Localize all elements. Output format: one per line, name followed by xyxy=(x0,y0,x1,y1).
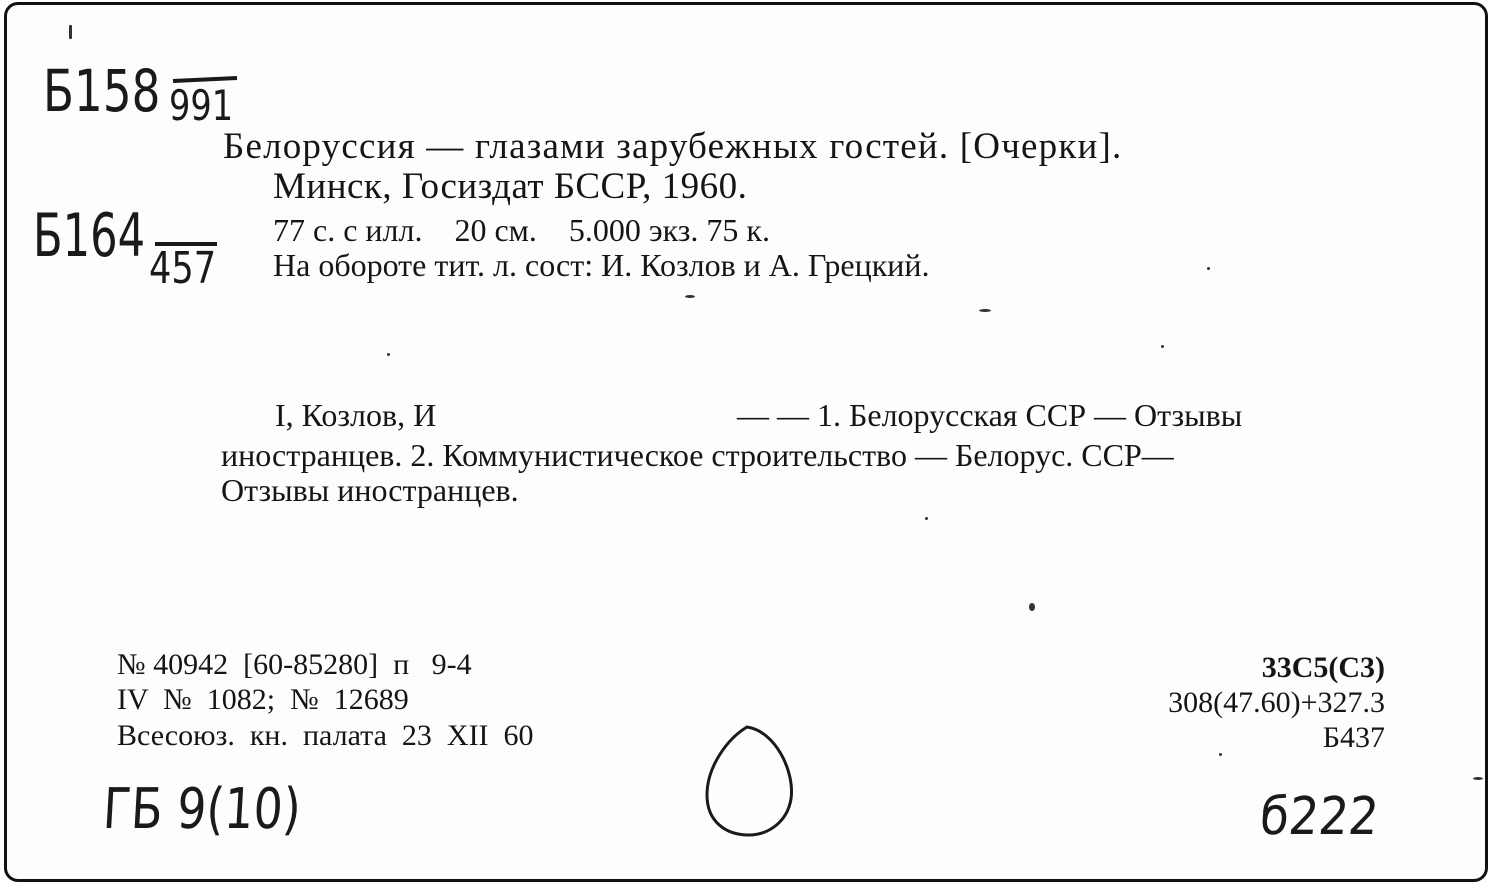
speck xyxy=(979,309,991,312)
classification-line-1: 33С5(С3) xyxy=(1261,651,1385,684)
handwritten-shelfmark-1: Б158 xyxy=(43,57,161,125)
speck xyxy=(925,517,928,520)
entry-imprint: Минск, Госиздат БССР, 1960. xyxy=(273,166,748,207)
entry-note: На обороте тит. л. сост: И. Козлов и А. Грецкий. xyxy=(273,247,930,283)
stamp-circle xyxy=(697,721,807,841)
footer-left-line-1: № 40942 [60-85280] п 9-4 xyxy=(117,648,472,681)
handwritten-shelfmark-1-fraction: 991 xyxy=(169,81,234,130)
speck xyxy=(69,25,72,39)
speck xyxy=(1161,345,1164,348)
speck xyxy=(1029,603,1035,611)
footer-left-line-2: IV № 1082; № 12689 xyxy=(117,683,409,716)
speck xyxy=(685,295,695,298)
entry-title: Белоруссия — глазами зарубежных гостей. [Очерки]. xyxy=(223,126,1123,167)
footer-left-line-3: Всесоюз. кн. палата 23 XII 60 xyxy=(117,719,534,752)
handwritten-shelfmark-2-fraction: 457 xyxy=(149,243,217,294)
handwritten-bottom-right: б222 xyxy=(1257,787,1382,847)
entry-collation: 77 с. с илл. 20 см. 5.000 экз. 75 к. xyxy=(273,212,770,248)
tracing-line-3: Отзывы иностранцев. xyxy=(221,472,519,508)
tracing-line-2: иностранцев. 2. Коммунистическое строительство — Белорус. ССР— xyxy=(221,437,1174,473)
classification-line-2: 308(47.60)+327.3 xyxy=(1168,686,1385,719)
handwritten-bottom-left: ГБ 9(10) xyxy=(101,777,303,842)
catalog-card xyxy=(4,2,1488,882)
speck xyxy=(387,353,390,356)
speck xyxy=(1207,267,1210,270)
tracing-line-1-left: I, Козлов, И xyxy=(275,397,437,433)
speck xyxy=(1473,777,1483,780)
tracing-line-1-right: — — 1. Белорусская ССР — Отзывы xyxy=(737,397,1243,433)
speck xyxy=(1219,753,1222,756)
handwritten-shelfmark-2: Б164 xyxy=(33,201,146,271)
classification-line-3: Б437 xyxy=(1322,721,1385,754)
